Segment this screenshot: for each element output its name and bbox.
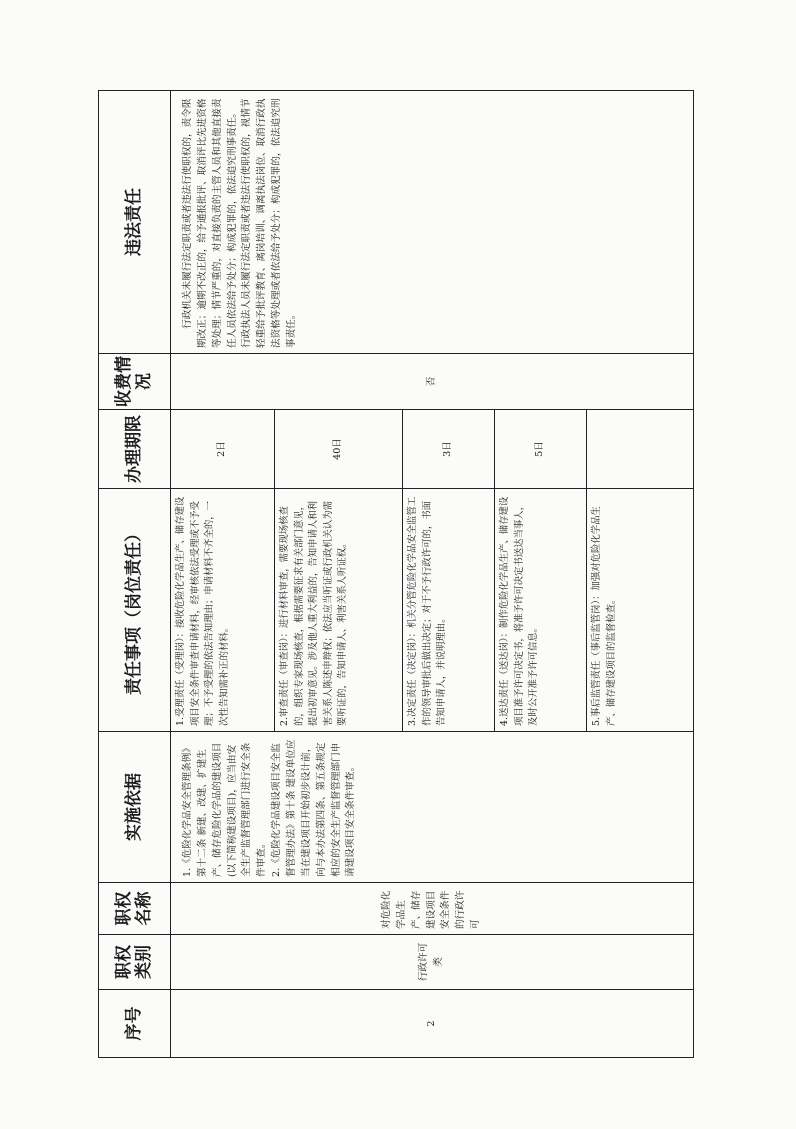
cell-name: 对危险化学品生产、储存建设项目安全条件的行政许可 <box>171 883 694 935</box>
header-basis: 实施依据 <box>99 732 171 883</box>
responsibility-table <box>98 90 694 1058</box>
header-liability: 违法责任 <box>99 91 171 354</box>
cell-period-3: 3日 <box>403 410 495 489</box>
header-name: 职权名称 <box>99 883 171 935</box>
cell-period-1: 2日 <box>171 410 275 489</box>
cell-duty-3: 3.决定责任（决定岗）：机关分管危险化学品安全监管工作的领导审批后做出决定；对于不予行政许可的，书面告知申请人，并说明理由。 <box>403 489 495 732</box>
cell-basis: 1.《危险化学品安全管理条例》第十二条 新建、改建、扩建生产、储存危险化学品的建设项目(以下简称建设项目)，应当由安全生产监督管理部门进行安全条件审查。 2.《危险化学品建设项目安全监督管理办法》第十条 建设单位应当在建设项目开始初步设计前，向与本办法第四条、第五条规定相应的安全生产监督管理部门申请建设项目安全条件审查。 <box>171 732 694 883</box>
cell-seq: 2 <box>171 990 694 1058</box>
header-category: 职权类别 <box>99 935 171 990</box>
header-seq: 序号 <box>99 990 171 1058</box>
cell-fee: 否 <box>171 354 694 410</box>
cell-period-2: 40日 <box>275 410 403 489</box>
cell-duty-2: 2.审查责任（审查岗）：进行材料审查，需要现场核查的，组织专家现场核查，根据需要征求有关部门意见，提出初审意见。涉及他人重大利益的，告知申请人和利害关系人陈述申辩权；依法应当听证或行政机关认为需要听证的，告知申请人、利害关系人听证权。 <box>275 489 403 732</box>
cell-duty-4: 4.送达责任（送达岗）：制作危险化学品生产、储存建设项目准予许可决定书，将准予许可决定书送达当事人，及时公开准予许可信息。 <box>495 489 587 732</box>
cell-period-5 <box>587 410 694 489</box>
header-period: 办理期限 <box>99 410 171 489</box>
cell-duty-1: 1.受理责任（受理岗）：接收危险化学品生产、储存建设项目安全条件审查申请材料，经审核依法受理或不予受理；不予受理的依法告知理由；申请材料不齐全的，一次性告知需补正的材料。 <box>171 489 275 732</box>
table-row <box>171 91 275 1058</box>
cell-liability: 行政机关未履行法定职责或者违法行使职权的，责令限期改正；逾期不改正的，给予通报批评、取消评比先进资格等处理；情节严重的，对直接负责的主管人员和其他直接责任人员依法给予处分；构成犯罪的，依法追究刑事责任。 行政执法人员未履行法定职责或者违法行使职权的，视情节轻重给予批评教育、离岗培训、调离执法岗位、取消行政执法资格等处理或者依法给予处分；构成犯罪的，依法追究刑事责任。 <box>171 91 694 354</box>
header-fee: 收费情况 <box>99 354 171 410</box>
header-row <box>99 91 171 1058</box>
header-duties: 责任事项（岗位责任） <box>99 489 171 732</box>
cell-period-4: 5日 <box>495 410 587 489</box>
rotated-table-wrapper <box>98 91 694 1058</box>
cell-category: 行政许可类 <box>171 935 694 990</box>
cell-duty-5: 5.事后监管责任（事后监管岗）：加强对危险化学品生产、储存建设项目的监督检查。 <box>587 489 694 732</box>
